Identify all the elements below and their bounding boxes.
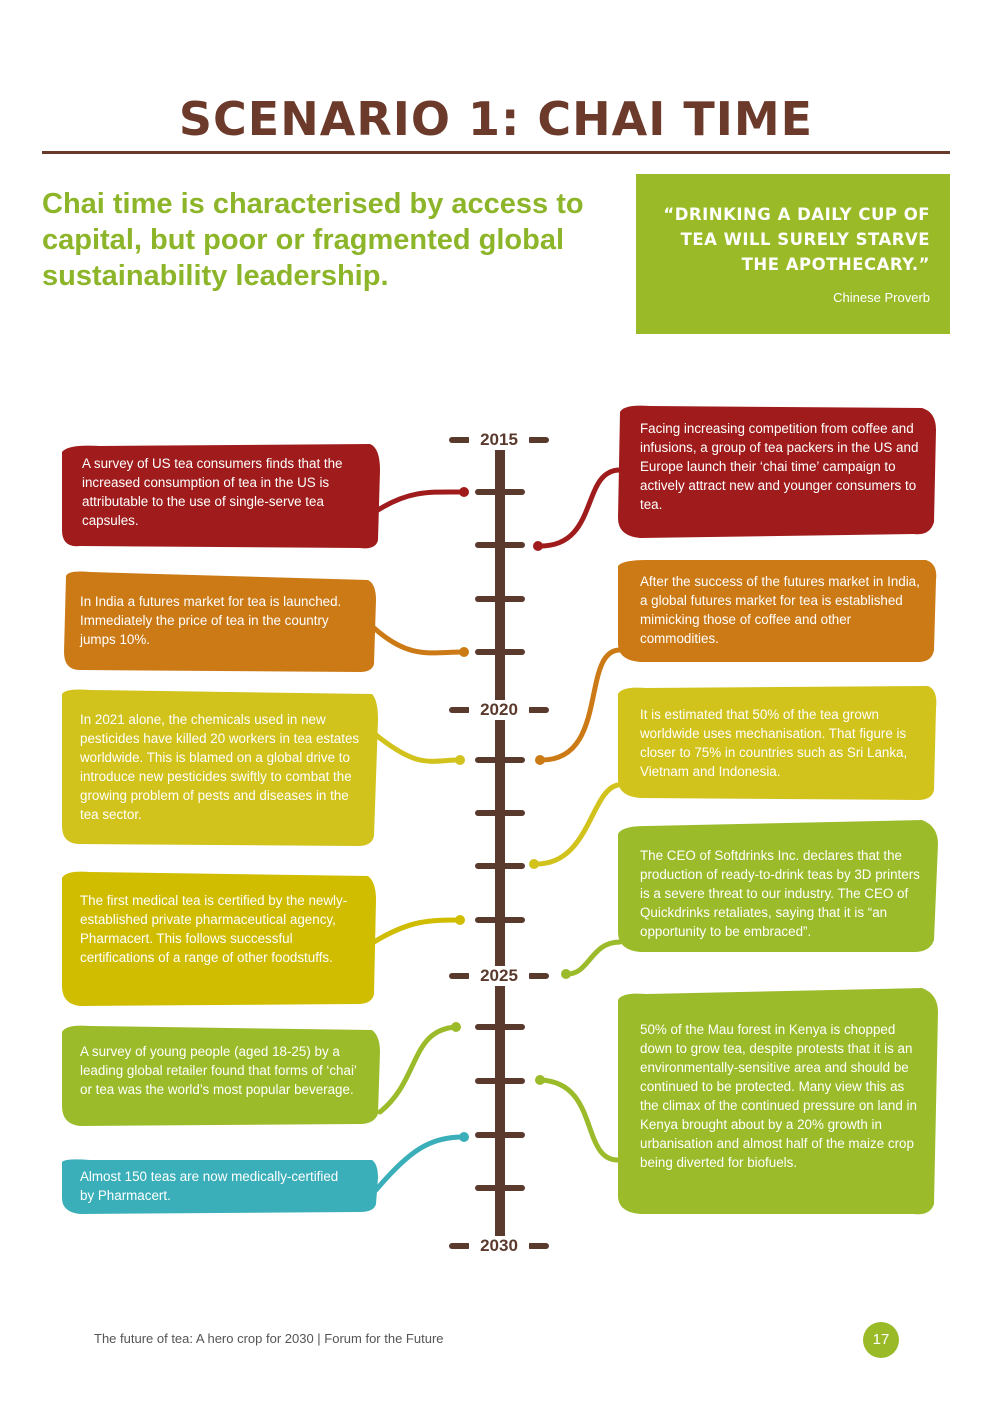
timeline-note-left [80, 1042, 366, 1099]
timeline-note-right [640, 846, 924, 941]
note-text: A survey of young people (aged 18-25) by a leading global retailer found that forms of ‘chai’ or tea was the world’s most popular beverage. [80, 1044, 357, 1097]
page-title: SCENARIO 1: CHAI TIME [178, 92, 814, 146]
timeline-note-left [80, 891, 362, 967]
timeline-note-left [82, 454, 368, 530]
timeline-note-left [80, 592, 368, 649]
page-number: 17 [863, 1322, 899, 1358]
note-text: In India a futures market for tea is launched. Immediately the price of tea in the country jumps 10%. [80, 594, 342, 647]
year-label: 2030 [469, 1236, 529, 1256]
note-text: In 2021 alone, the chemicals used in new pesticides have killed 20 workers in tea estates worldwide. This is blamed on a global drive to introduce new pesticides swiftly to combat the growing problem of pests and diseases in the tea sector. [80, 712, 360, 822]
note-text: Almost 150 teas are now medically-certified by Pharmacert. [80, 1169, 339, 1203]
note-text: It is estimated that 50% of the tea grown worldwide uses mechanisation. That figure is closer to 75% in countries such as Sri Lanka, Vietnam and Indonesia. [640, 707, 908, 779]
quote-text: “DRINKING A DAILY CUP OF TEA WILL SURELY STARVE THE APOTHECARY.” [663, 205, 930, 274]
year-label: 2020 [469, 700, 529, 720]
note-text: Facing increasing competition from coffee and infusions, a group of tea packers in the US and Europe launch their ‘chai time’ campaign to actively attract new and younger consumers to tea. [640, 421, 919, 512]
year-label: 2025 [469, 966, 529, 986]
note-text: 50% of the Mau forest in Kenya is chopped down to grow tea, despite protests that it is an environmentally-sensitive area and should be continued to be protected. Many view this as the climax of the continued pressure on land in Kenya brought about by a 20% growth in urbanisation and almost half of the maize crop being diverted for biofuels. [640, 1022, 917, 1170]
intro-text: Chai time is characterised by access to capital, but poor or fragmented global sustainability leadership. [42, 188, 584, 292]
note-text: The CEO of Softdrinks Inc. declares that the production of ready-to-drink teas by 3D printers is a severe threat to our industry. The CEO of Quickdrinks retaliates, saying that it is “an opportunity to be embraced”. [640, 848, 920, 939]
note-text: The first medical tea is certified by the newly-established private pharmaceutical agency, Pharmacert. This follows successful certifications of a range of other foodstuffs. [80, 893, 348, 965]
timeline-note-right [640, 419, 924, 514]
note-text: A survey of US tea consumers finds that the increased consumption of tea in the US is attributable to the use of single-serve tea capsules. [82, 456, 343, 528]
timeline-note-right [640, 572, 920, 648]
note-text: After the success of the futures market in India, a global futures market for tea is established mimicking those of coffee and other commodities. [640, 574, 920, 646]
quote-source: Chinese Proverb [833, 290, 930, 305]
timeline-note-right [640, 1020, 922, 1172]
timeline-note-right [640, 705, 922, 781]
timeline-note-left [80, 1167, 340, 1205]
timeline-spine [495, 440, 505, 1250]
timeline-note-left [80, 710, 366, 824]
footer-text: The future of tea: A hero crop for 2030 | Forum for the Future [94, 1331, 444, 1346]
year-label: 2015 [469, 430, 529, 450]
